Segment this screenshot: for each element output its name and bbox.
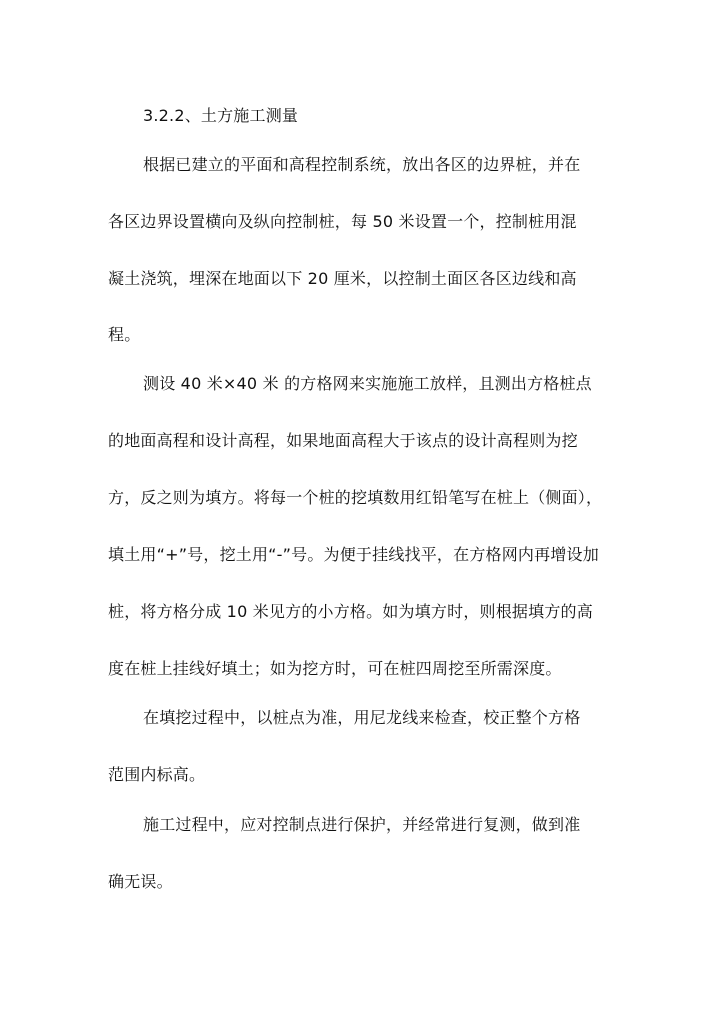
paragraph-line: 凝土浇筑，埋深在地面以下 20 厘米，以控制土面区各区边线和高 [108,269,577,288]
paragraph-line: 在填挖过程中，以桩点为准，用尼龙线来检查，校正整个方格 [143,708,581,727]
paragraph-line: 方，反之则为填方。将每一个桩的挖填数用红铅笔写在桩上（侧面）， [108,488,603,507]
paragraph-line: 确无误。 [108,872,173,891]
section-heading: 3.2.2、土方施工测量 [143,106,299,125]
paragraph-line: 程。 [108,325,141,344]
paragraph-line: 测设 40 米×40 米 的方格网来实施施工放样，且测出方格桩点 [143,374,592,393]
paragraph-line: 填土用“+”号，挖土用“-”号。为便于挂线找平，在方格网内再增设加 [108,545,599,564]
paragraph-line: 的地面高程和设计高程，如果地面高程大于该点的设计高程则为挖 [108,431,578,450]
paragraph-line: 施工过程中，应对控制点进行保护，并经常进行复测，做到准 [143,815,581,834]
paragraph-line: 范围内标高。 [108,765,206,784]
paragraph-line: 桩，将方格分成 10 米见方的小方格。如为填方时，则根据填方的高 [108,602,593,621]
paragraph-line: 根据已建立的平面和高程控制系统，放出各区的边界桩，并在 [143,155,581,174]
paragraph-line: 各区边界设置横向及纵向控制桩，每 50 米设置一个，控制桩用混 [108,212,577,231]
paragraph-line: 度在桩上挂线好填土；如为挖方时，可在桩四周挖至所需深度。 [108,659,562,678]
